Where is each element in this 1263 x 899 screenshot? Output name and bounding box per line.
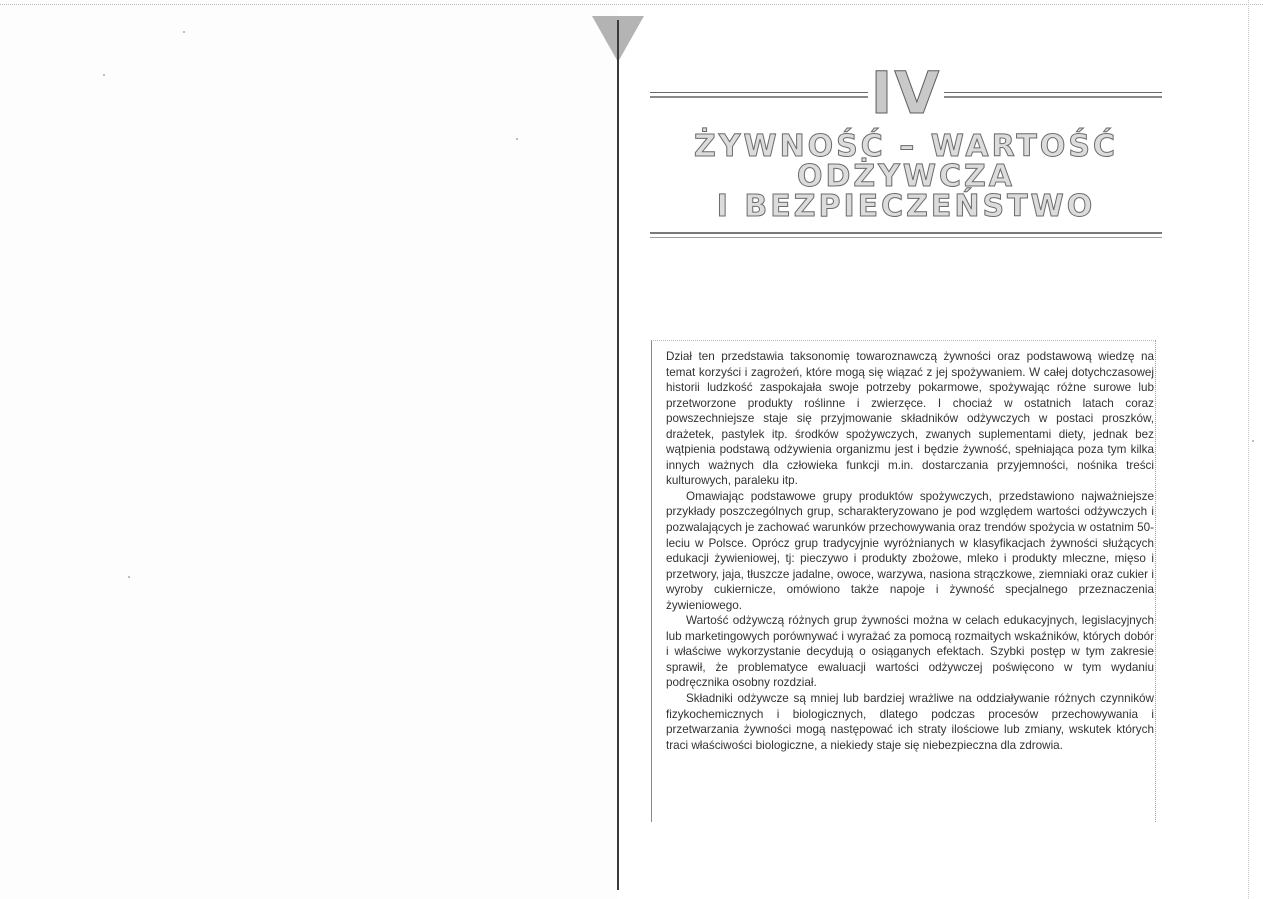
chapter-title [650, 129, 1162, 224]
left-blank-page [0, 0, 618, 899]
intro-paragraph-2: Omawiając podstawowe grupy produktów spożywczych, przedstawiono najważniejsze przykłady poszczególnych grup, scharakteryzowano je pod względem wartości odżywczych i pozwalających je zachować warunków przechowywania oraz trendów spożycia w ostatnim 50-leciu w Polsce. Oprócz grup tradycyjnie wyróżnianych w klasyfikacjach żywności służących edukacji żywieniowej, tj: pieczywo i produkty zbożowe, mleko i produkty mleczne, mięso i przetwory, jaja, tłuszcze jadalne, owoce, warzywa, nasiona strączkowe, ziemniaki oraz cukier i wyroby cukiernicze, omówiono także napoje i żywność specjalnego przeznaczenia żywieniowego. [666, 489, 1154, 612]
chapter-intro-text [666, 349, 1154, 753]
chapter-header [650, 59, 1162, 252]
scan-speck [128, 576, 130, 578]
scan-speck [516, 138, 518, 140]
scan-speck [1252, 440, 1254, 442]
scan-edge-noise [0, 4, 1263, 7]
chapter-title-line-1: ŻYWNOŚĆ – WARTOŚĆ ODŻYWCZA [694, 129, 1118, 194]
scan-speck [183, 31, 185, 33]
book-spine [617, 20, 619, 890]
chapter-title-line-2: I BEZPIECZEŃSTWO [716, 189, 1096, 224]
intro-paragraph-1: Dział ten przedstawia taksonomię towaroznawczą żywności oraz podstawową wiedzę na temat korzyści i zagrożeń, które mogą się wiązać z jej spożywaniem. W całej dotychczasowej historii ludzkość zaspokajała swoje potrzeby pokarmowe, spożywając różne surowe lub przetworzone produkty roślinne i zwierzęce. I chociaż w ostatnich latach coraz powszechniejsze staje się przyjmowanie składników odżywczych w postaci proszków, drażetek, pastylek itp. środków spożywczych, zwanych suplementami diety, jednak bez wątpienia podstawą odżywienia organizmu jest i będzie żywność, spełniająca poza tym kilka innych ważnych dla człowieka funkcji m.in. dostarczania przyjemności, nośnika treści kulturowych, paraleku itp. [666, 350, 1154, 488]
chapter-intro-box [651, 340, 1156, 822]
scan-speck [103, 74, 105, 76]
intro-paragraph-4: Składniki odżywcze są mniej lub bardziej wrażliwe na oddziaływanie różnych czynników fizykochemicznych i biologicznych, dlatego podczas procesów przechowywania i przetwarzania żywności mogą następować ich straty ilościowe lub zmiany, wskutek których traci właściwości biologiczne, a niekiedy staje się niebezpieczna dla zdrowia. [666, 692, 1154, 752]
intro-paragraph-3: Wartość odżywczą różnych grup żywności można w celach edukacyjnych, legislacyjnych lub marketingowych porównywać i wyrażać za pomocą rozmaitych wskaźników, których dobór i właściwe wykorzystanie decydują o osiąganych efektach. Szybki postęp w tym zakresie sprawił, że problematyce ewaluacji wartości odżywczej poświęcono w tym wydaniu podręcznika osobny rozdział. [666, 614, 1154, 690]
header-rule-right [944, 92, 1162, 98]
page-edge [1248, 0, 1250, 899]
header-bottom-rule [650, 232, 1162, 240]
header-rule-left [650, 92, 868, 98]
chapter-number: IV [870, 59, 942, 127]
